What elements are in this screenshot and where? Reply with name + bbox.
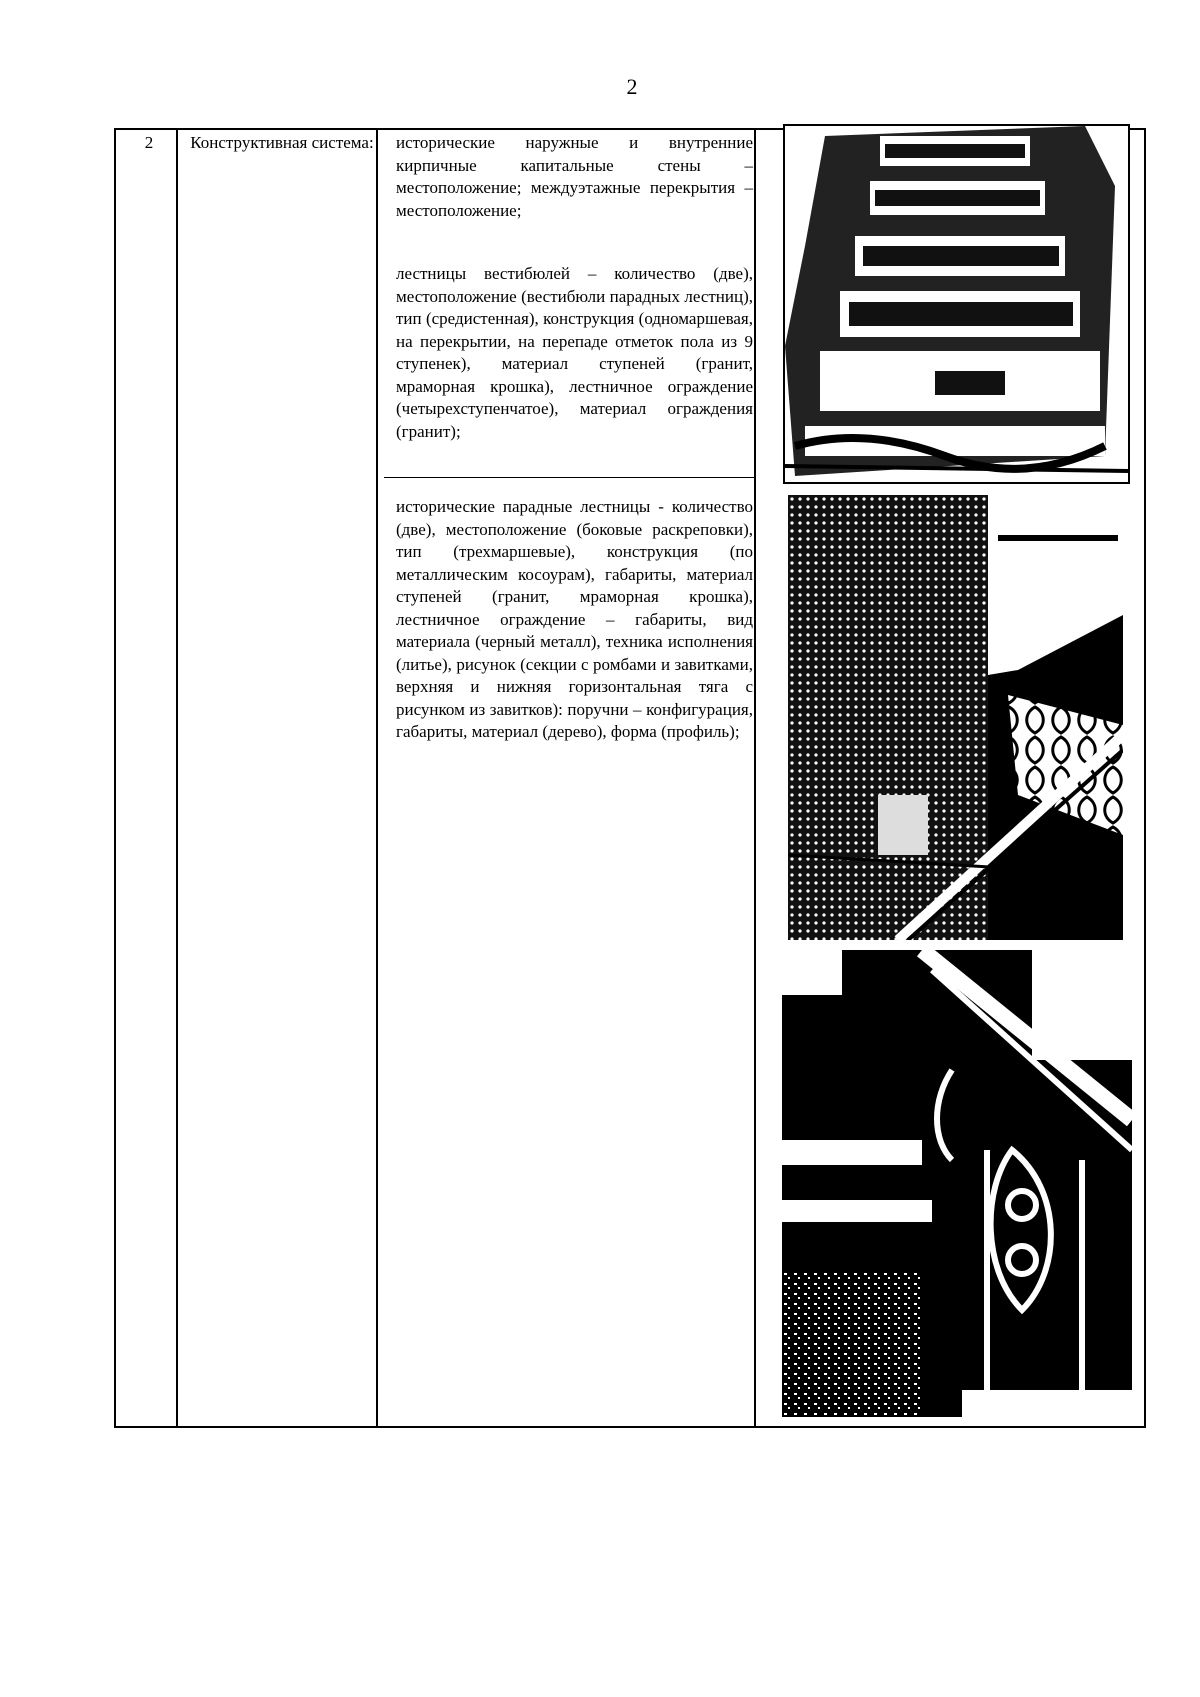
- description-vestibule-stairs: лестницы вестибюлей – количество (две), местоположение (вестибюли парадных лестниц), тип (средистенная), конструкция (одномаршевая, на перекрытии, на перепаде отметок пола из 9 ступенек), материал ступеней (гранит, мраморная крошка), лестничное ограждение (четырехступенчатое), материал ограждения (гранит);: [396, 264, 753, 441]
- description-divider: [384, 477, 754, 478]
- stair-railing-photo: [788, 495, 1123, 940]
- page-number: 2: [626, 74, 638, 99]
- document-table: [114, 128, 1146, 1428]
- column-divider-2: [376, 130, 378, 1426]
- row-number: 2: [144, 133, 154, 152]
- description-main-stairs: исторические парадные лестницы - количество (две), местоположение (боковые раскреповки), тип (трехмаршевые), конструкция (по металлическим косоурам), габариты, материал ступеней (гранит, мраморная крошка), лестничное ограждение – габариты, вид материала (черный металл), техника исполнения (литье), рисунок (секции с ромбами и завитками, верхняя и нижняя горизонтальная тяга с рисунком из завитков): поручни – конфигурация, габариты, материал (дерево), форма (профиль);: [396, 497, 753, 741]
- column-divider-1: [176, 130, 178, 1426]
- description-walls-floors: исторические наружные и внутренние кирпичные капитальные стены – местоположение; междуэтажные перекрытия – местоположение;: [396, 133, 753, 220]
- vestibule-stairs-photo: [783, 124, 1130, 484]
- column-divider-3: [754, 130, 756, 1426]
- row-title: Конструктивная система:: [190, 133, 374, 152]
- ornamental-railing-photo: [782, 950, 1132, 1417]
